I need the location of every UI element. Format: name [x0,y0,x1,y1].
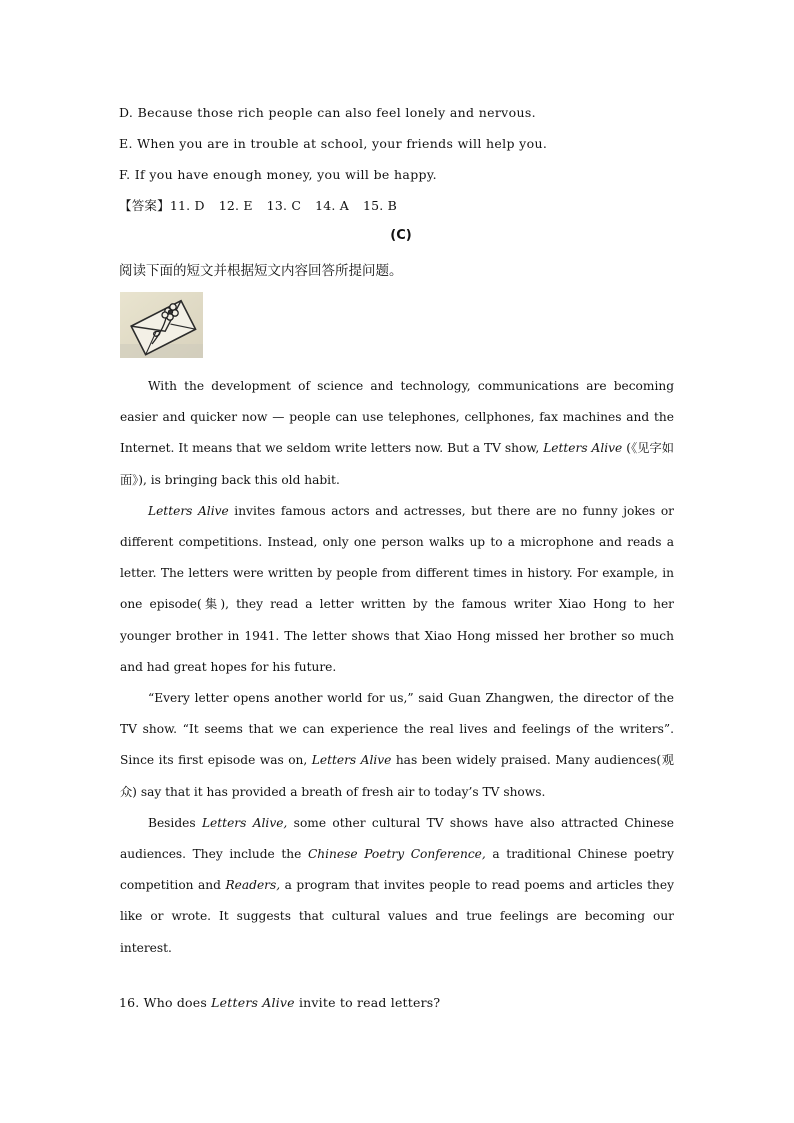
show-title: Letters Alive [148,503,229,518]
show-title: Letters Alive [543,441,623,456]
paragraph-2: Letters Alive invites famous actors and actresses, but there are no funny jokes or different competitions. Instead, only one person walks up to a microphone and reads a letter. The letters were written by people from different times in history. For example, in one episode(集), they read a letter written by the famous writer Xiao Hong to her younger brother in 1941. The letter shows that Xiao Hong missed her brother so much and had great hopes for his future. [120,503,674,674]
instruction-text: 阅读下面的短文并根据短文内容回答所提问题。 [119,263,403,279]
answer-item: 14. A [315,198,349,213]
option-d [119,105,536,120]
option-letter: E. [119,136,133,151]
option-letter: D. [119,105,134,120]
reading-passage [120,371,674,964]
show-title: Letters Alive [311,753,392,768]
option-text: When you are in trouble at school, your friends will help you. [137,136,548,151]
option-text: Because those rich people can also feel lonely and nervous. [137,105,536,120]
show-title: Letters Alive [211,995,295,1010]
answer-item: 11. D [169,198,205,213]
paragraph-1: With the development of science and technology, communications are becoming easier and quicker now — people can use telephones, cellphones, fax machines and the Internet. It means that we seldom write letters now. But a TV show, Letters Alive (《见字如面》), is bringing back this old habit. [120,379,674,487]
paragraph-3: “Every letter opens another world for us,” said Guan Zhangwen, the director of the TV show. “It seems that we can experience the real lives and feelings of the writers”. Since its first episode was on, Letters Alive has been widely praised. Many audiences(观众) say that it has provided a breath of fresh air to today’s TV shows. [120,691,674,799]
answer-item: 13. C [266,198,302,213]
paragraph-4: Besides Letters Alive, some other cultural TV shows have also attracted Chinese audiences. They include the Chinese Poetry Conference, a traditional Chinese poetry competition and Readers, a program that invites people to read poems and articles they like or wrote. It suggests that cultural values and true feelings are becoming our interest. [120,815,674,955]
option-letter: F. [119,167,131,182]
answer-item: 12. E [218,198,253,213]
option-f [119,167,437,182]
section-title: (C) [390,228,412,243]
option-text: If you have enough money, you will be happy. [134,167,437,182]
answer-key [119,196,397,214]
show-title: Readers, [225,878,281,893]
question-16: 16. Who does Letters Alive invite to read letters? [119,995,441,1010]
option-e [119,136,547,151]
answer-item: 15. B [362,198,398,213]
show-title: Chinese Poetry Conference, [307,847,486,862]
answer-label: 【答案】 [119,198,170,213]
show-title: Letters Alive, [201,815,288,830]
envelope-with-flower-icon [120,292,203,358]
